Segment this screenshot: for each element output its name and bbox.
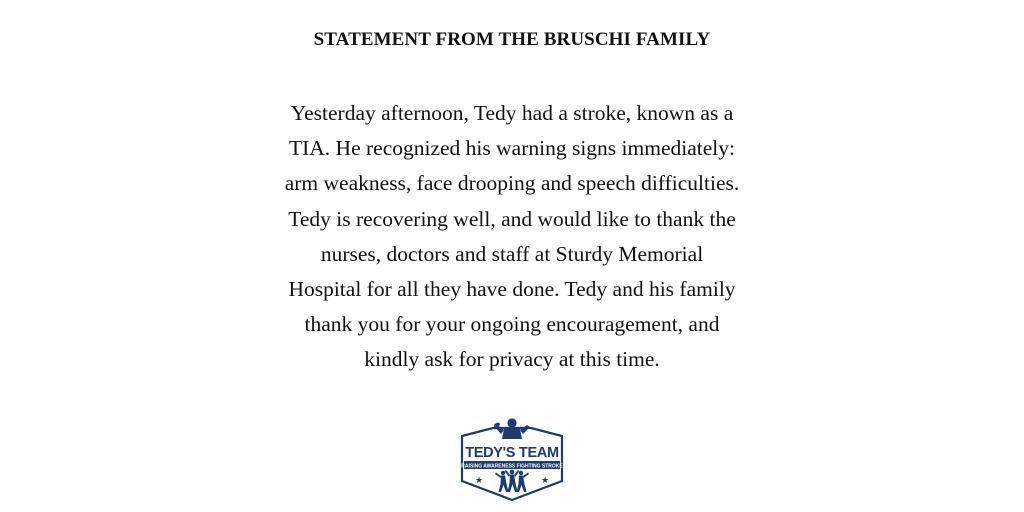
statement-line: TIA. He recognized his warning signs immediately: bbox=[288, 136, 735, 161]
statement-body bbox=[262, 96, 762, 378]
statement-line: nurses, doctors and staff at Sturdy Memorial bbox=[320, 241, 704, 266]
logo-tagline: RAISING AWARENESS FIGHTING STROKE bbox=[461, 463, 563, 470]
statement-line: Yesterday afternoon, Tedy had a stroke, known as a bbox=[290, 101, 734, 125]
statement-line: Hospital for all they have done. Tedy and his family bbox=[288, 277, 736, 302]
statement-line: thank you for your ongoing encouragement, and bbox=[304, 312, 720, 337]
star-icon: ★ bbox=[540, 476, 550, 486]
tedys-team-logo bbox=[455, 414, 569, 504]
statement-line: arm weakness, face drooping and speech difficulties. bbox=[284, 171, 740, 196]
page-title: STATEMENT FROM THE BRUSCHI FAMILY bbox=[313, 29, 711, 50]
statement-line: Tedy is recovering well, and would like to thank the bbox=[288, 206, 736, 231]
statement-line: kindly ask for privacy at this time. bbox=[364, 347, 660, 372]
logo-name: TEDY'S TEAM bbox=[465, 445, 559, 461]
star-icon: ★ bbox=[474, 476, 484, 486]
